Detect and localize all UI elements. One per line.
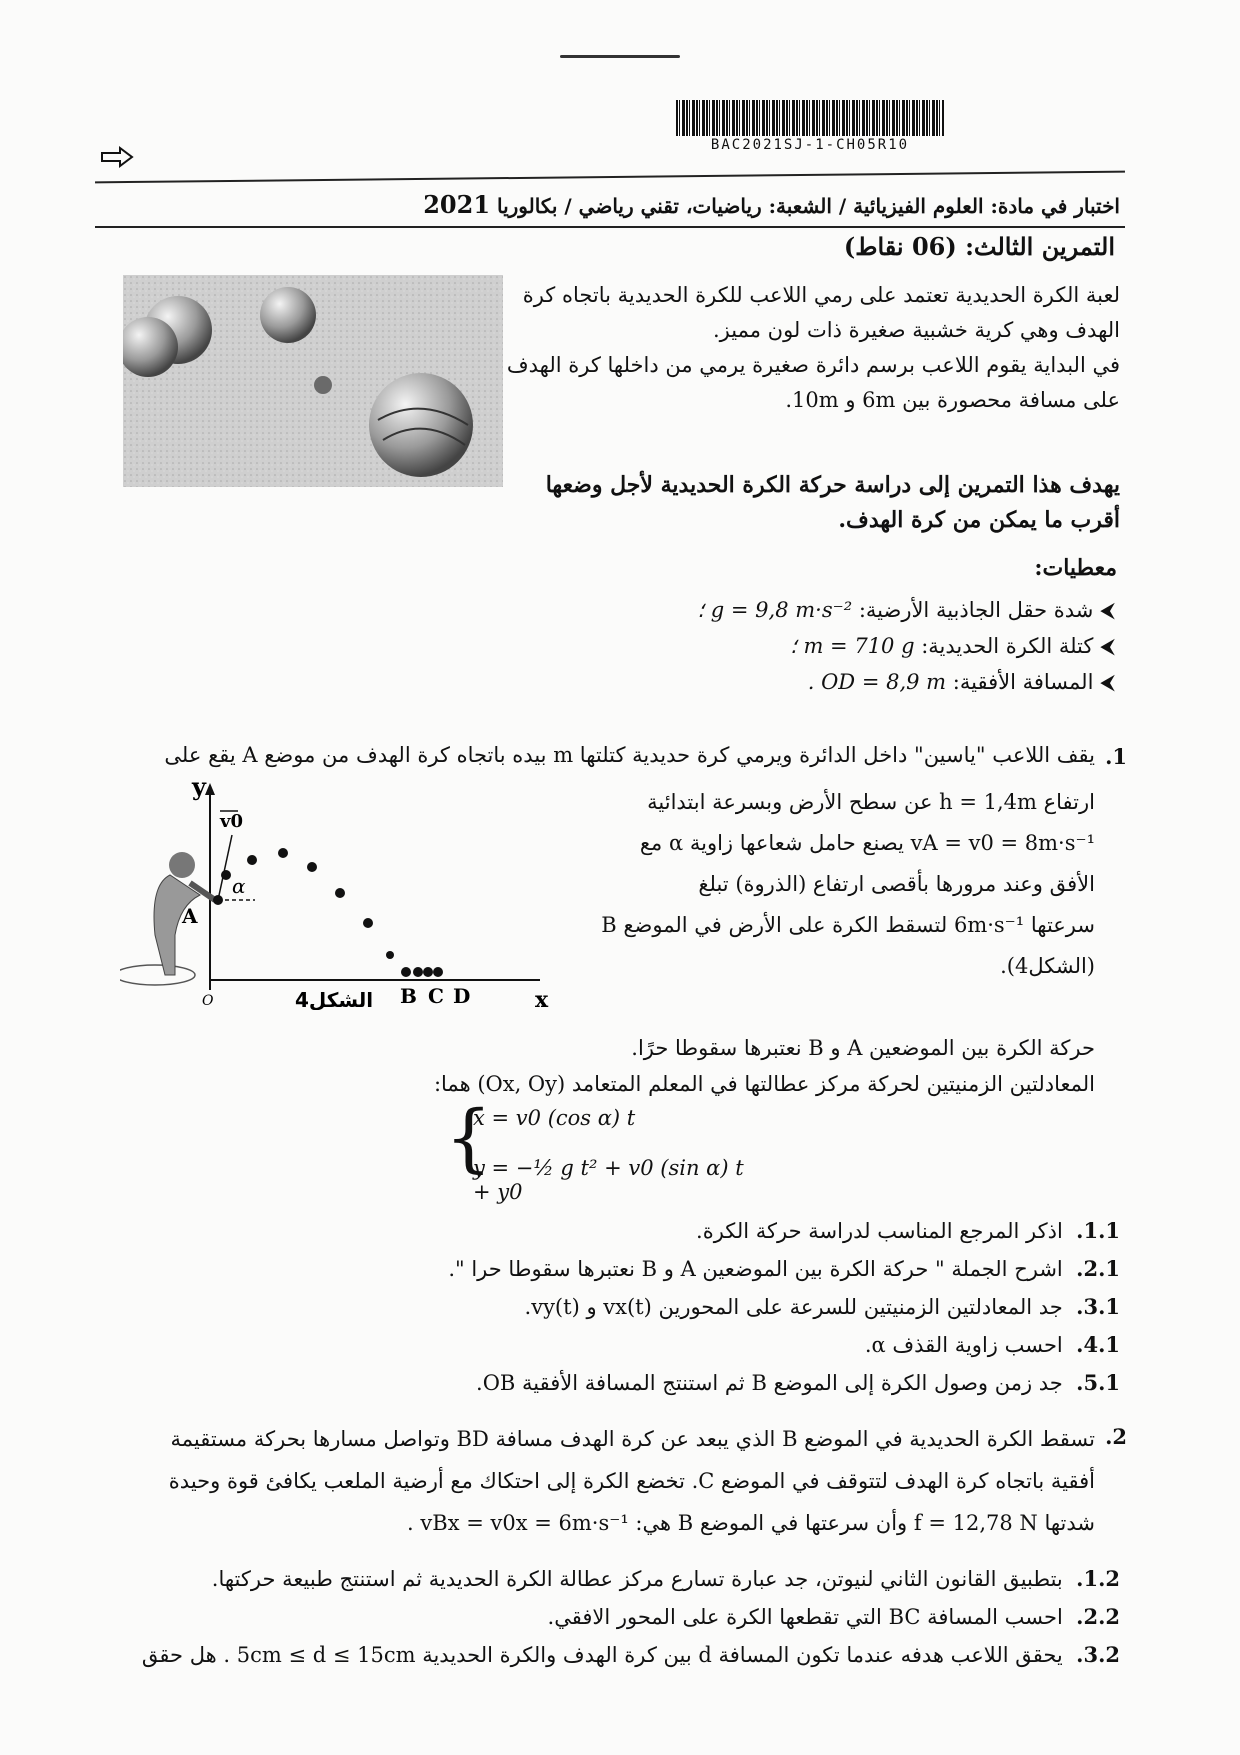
velocity-vector xyxy=(218,835,232,900)
point-a-label: A xyxy=(182,904,198,928)
alpha-label: α xyxy=(232,874,246,898)
part1-line: الأفق وعند مرورها بأقصى ارتفاع (الذروة) تبلغ xyxy=(698,872,1095,896)
question-item xyxy=(140,1364,1120,1402)
part2-line: تسقط الكرة الحديدية في الموضع B الذي يبعد عن كرة الهدف مسافة BD وتواصل مسارها بحركة مستقيمة xyxy=(170,1427,1095,1451)
v0-label: v0 xyxy=(220,811,243,832)
given-title: معطيات: xyxy=(1034,555,1117,581)
question-item xyxy=(140,1288,1120,1326)
equation-y: y = −½ g t² + v0 (sin α) t + y0 xyxy=(473,1156,744,1204)
question-text: احسب زاوية القذف α. xyxy=(864,1333,1063,1357)
bullet-icon: ⮜ xyxy=(1093,634,1115,658)
question-item xyxy=(130,1560,1120,1598)
y-axis-label: y xyxy=(192,775,206,801)
trajectory-dots xyxy=(221,848,443,977)
part1-line: حركة الكرة بين الموضعين A و B نعتبرها سقوطا حرًا. xyxy=(631,1036,1095,1060)
equation-x: x = v0 (cos α) t xyxy=(473,1106,636,1130)
header-bottom-rule xyxy=(95,226,1125,228)
top-mark xyxy=(560,55,680,58)
question-text: احسب المسافة BC التي تقطعها الكرة على المحور الافقي. xyxy=(547,1605,1063,1629)
petanque-photo xyxy=(123,275,503,487)
given-label: شدة حقل الجاذبية الأرضية: xyxy=(858,598,1094,622)
question-number: 3.1. xyxy=(1076,1294,1120,1319)
given-value: m = 710 g ؛ xyxy=(790,634,915,658)
intro-line: الهدف وهي كرية خشبية صغيرة ذات لون مميز. xyxy=(713,318,1120,342)
question-number: 5.1. xyxy=(1076,1370,1120,1395)
part2-line: شدتها f = 12,78 N وأن سرعتها في الموضع B هي: vBx = v0x = 6m·s⁻¹ . xyxy=(407,1511,1095,1535)
given-label: المسافة الأفقية: xyxy=(952,670,1094,694)
given-value: OD = 8,9 m . xyxy=(807,670,947,694)
point-b-label: B xyxy=(400,984,417,1008)
bullet-icon: ⮜ xyxy=(1093,670,1115,694)
intro-line: في البداية يقوم اللاعب برسم دائرة صغيرة يرمي من داخلها كرة الهدف xyxy=(506,353,1120,377)
part1-line: المعادلتين الزمنيتين لحركة مركز عطالتها في المعلم المتعامد (Ox, Oy) هما: xyxy=(433,1072,1095,1096)
question-item xyxy=(130,1636,1120,1674)
header-top-rule xyxy=(95,171,1125,184)
part1-number: 1. xyxy=(1105,744,1127,769)
question-text: اذكر المرجع المناسب لدراسة حركة الكرة. xyxy=(696,1219,1063,1243)
part1-first-line: يقف اللاعب "ياسين" داخل الدائرة ويرمي كرة حديدية كتلتها m بيده باتجاه كرة الهدف من موضع A يقع على xyxy=(164,743,1095,767)
given-item xyxy=(515,628,1115,664)
question-text: اشرح الجملة " حركة الكرة بين الموضعين A و B نعتبرها سقوطا حرا ". xyxy=(448,1257,1063,1281)
question-number: 4.1. xyxy=(1076,1332,1120,1357)
part2-line: أفقية باتجاه كرة الهدف لتتوقف في الموضع C. تخضع الكرة إلى احتكاك مع أرضية الملعب يكافئ قوة وحيدة xyxy=(168,1469,1095,1493)
part1-line: (الشكل4). xyxy=(1000,954,1095,978)
equation-brace: { xyxy=(445,1095,493,1181)
part2-questions xyxy=(130,1560,1120,1674)
question-number: 1.2. xyxy=(1076,1566,1120,1591)
figure-caption: الشكل4 xyxy=(295,988,374,1010)
photo-illustration xyxy=(123,275,503,487)
question-item xyxy=(130,1598,1120,1636)
bullet-icon: ⮜ xyxy=(1093,598,1115,622)
question-text: يحقق اللاعب هدفه عندما تكون المسافة d بين كرة الهدف والكرة الحديدية 5cm ≤ d ≤ 15cm . هل حقق xyxy=(141,1643,1063,1667)
player-figure xyxy=(120,852,215,985)
question-item xyxy=(140,1250,1120,1288)
question-text: جد المعادلتين الزمنيتين للسرعة على المحورين vx(t) و vy(t). xyxy=(524,1295,1063,1319)
barcode-code: BAC2021SJ-1-CH05R10 xyxy=(710,137,910,153)
point-c-label: C xyxy=(428,984,444,1008)
goal-line: أقرب ما يمكن من كرة الهدف. xyxy=(838,507,1120,533)
exercise-title: التمرين الثالث: (06 نقاط) xyxy=(843,232,1115,261)
question-number: 2.2. xyxy=(1076,1604,1120,1629)
header-year: 2021 xyxy=(423,190,491,219)
given-item xyxy=(515,592,1115,628)
barcode xyxy=(676,100,944,136)
header-text: اختبار في مادة: العلوم الفيزيائية / الشعبة: رياضيات، تقني رياضي / بكالوريا xyxy=(496,194,1120,218)
given-item xyxy=(515,664,1115,700)
question-number: 2.1. xyxy=(1076,1256,1120,1281)
part2-number: 2. xyxy=(1105,1424,1127,1449)
y-axis-arrow xyxy=(205,783,215,795)
intro-line: لعبة الكرة الحديدية تعتمد على رمي اللاعب للكرة الحديدية باتجاه كرة xyxy=(522,283,1120,307)
given-label: كتلة الكرة الحديدية: xyxy=(921,634,1094,658)
question-text: جد زمن وصول الكرة إلى الموضع B ثم استنتج المسافة الأفقية OB. xyxy=(476,1371,1063,1395)
question-number: 1.1. xyxy=(1076,1218,1120,1243)
point-d-label: D xyxy=(453,984,471,1008)
question-item xyxy=(140,1212,1120,1250)
question-item xyxy=(140,1326,1120,1364)
given-value: g = 9,8 m·s⁻² ؛ xyxy=(697,598,853,622)
part1-questions xyxy=(140,1212,1120,1402)
goal-paragraph xyxy=(420,468,1120,538)
intro-paragraph xyxy=(505,278,1120,418)
question-number: 3.2. xyxy=(1076,1642,1120,1667)
part1-line: سرعتها 6m·s⁻¹ لتسقط الكرة على الأرض في الموضع B xyxy=(601,913,1095,937)
exam-header xyxy=(120,190,1120,219)
goal-line: يهدف هذا التمرين إلى دراسة حركة الكرة الحديدية لأجل وضعها xyxy=(545,472,1120,498)
part1-wrapped-text xyxy=(535,782,1095,987)
trajectory-figure xyxy=(120,775,560,1010)
origin-label: O xyxy=(202,993,214,1009)
arrow-right-outline-icon xyxy=(100,146,134,168)
given-list xyxy=(515,592,1115,700)
part1-after-figure xyxy=(115,1030,1095,1102)
question-text: بتطبيق القانون الثاني لنيوتن، جد عبارة تسارع مركز عطالة الكرة الحديدية ثم استنتج طبيعة حركتها. xyxy=(211,1567,1063,1591)
intro-line: على مسافة محصورة بين 6m و 10m. xyxy=(785,388,1120,412)
part1-line: ارتفاع h = 1,4m عن سطح الأرض وبسرعة ابتدائية xyxy=(647,790,1095,814)
part1-line: vA = v0 = 8m·s⁻¹ يصنع حامل شعاعها زاوية α مع xyxy=(639,831,1095,855)
x-axis-label: x xyxy=(535,987,549,1010)
part2-paragraph xyxy=(115,1418,1095,1544)
